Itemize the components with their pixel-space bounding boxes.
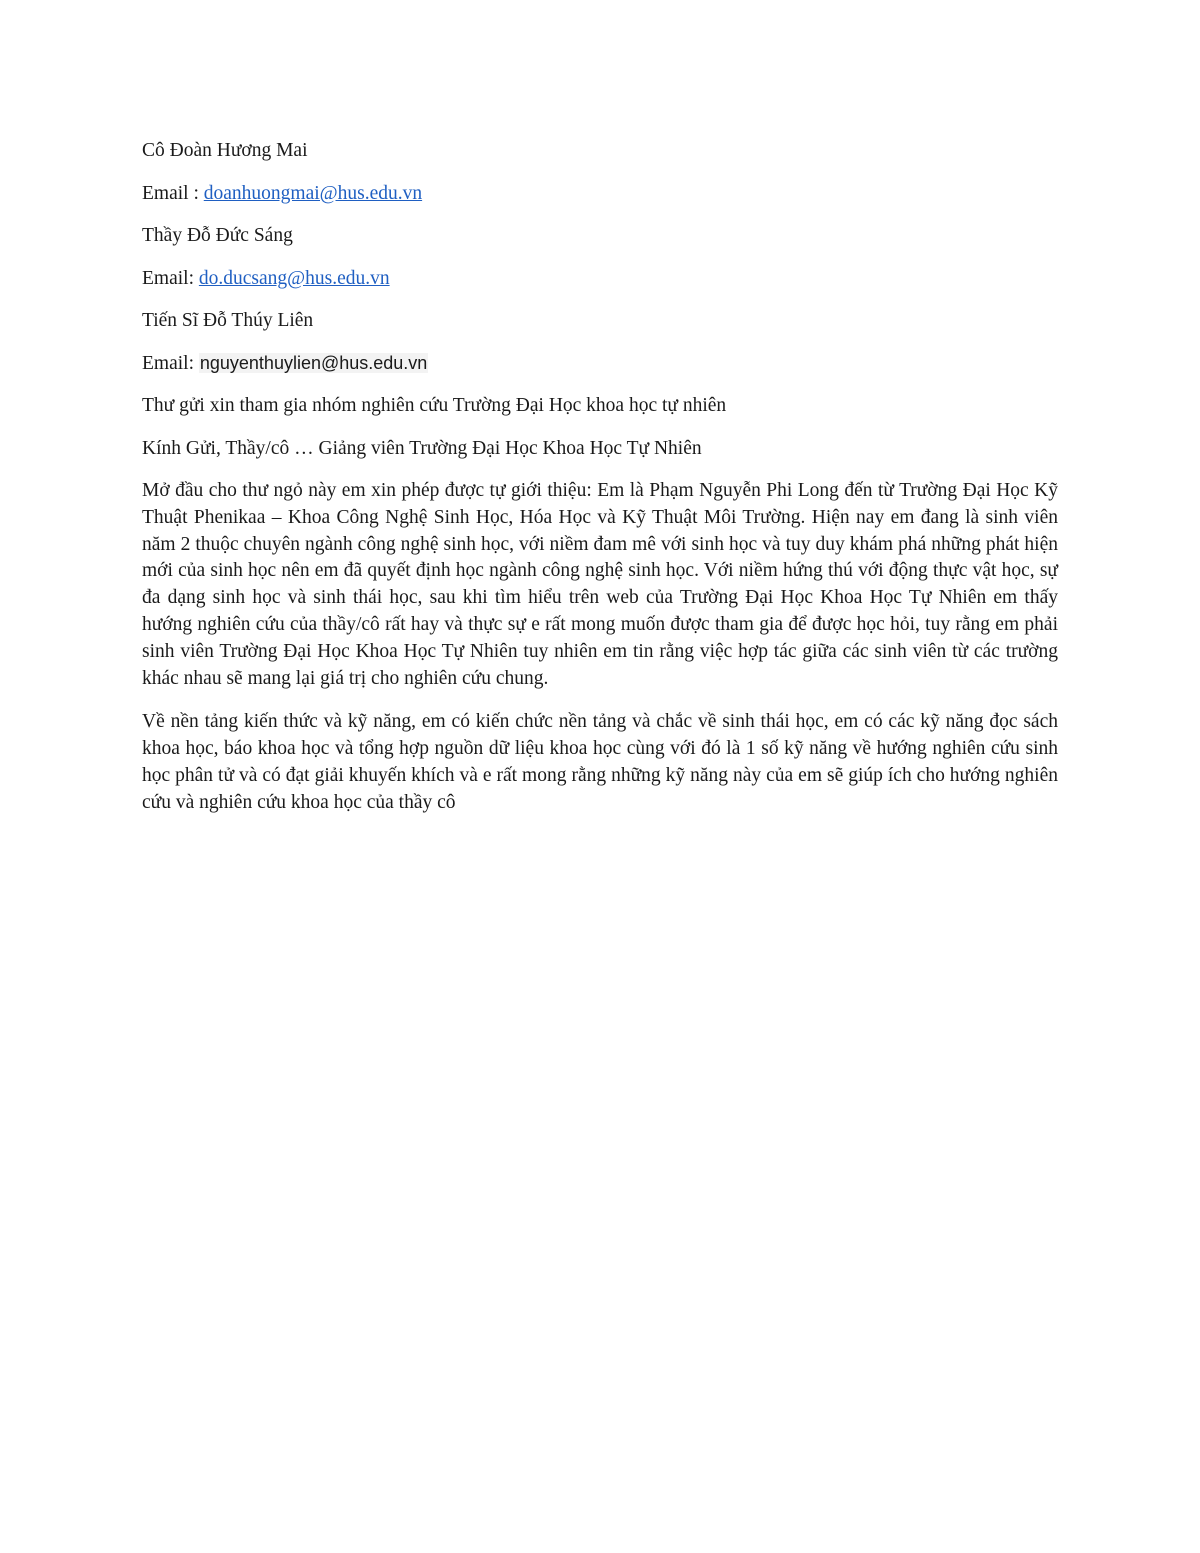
email-label: Email :	[142, 182, 204, 204]
body-paragraph-skills: Về nền tảng kiến thức và kỹ năng, em có kiến chức nền tảng và chắc về sinh thái học, em có các kỹ năng đọc sách khoa học, báo khoa học và tổng hợp nguồn dữ liệu khoa học cùng với đó là 1 số kỹ năng về hướng nghiên cứu sinh học phân tử và có đạt giải khuyến khích và e rất mong rằng những kỹ năng này của em sẽ giúp ích cho hướng nghiên cứu và nghiên cứu khoa học của thầy cô	[142, 711, 1058, 813]
email-label: Email:	[142, 352, 199, 374]
letter-page	[142, 138, 1058, 834]
email-link-ducsang[interactable]: do.ducsang@hus.edu.vn	[198, 267, 390, 289]
letter-greeting: Kính Gửi, Thầy/cô … Giảng viên Trường Đại Học Khoa Học Tự Nhiên	[142, 437, 702, 459]
contact-email-line-3	[142, 351, 1058, 376]
contact-email-line-1	[142, 181, 1058, 206]
contact-name-2: Thầy Đỗ Đức Sáng	[142, 225, 293, 246]
email-link-doanhuongmai[interactable]: doanhuongmai@hus.edu.vn	[203, 182, 423, 204]
body-paragraph-intro: Mở đầu cho thư ngỏ này em xin phép được tự giới thiệu: Em là Phạm Nguyễn Phi Long đến từ Trường Đại Học Kỹ Thuật Phenikaa – Khoa Công Nghệ Sinh Học, Hóa Học và Kỹ Thuật Môi Trường. Hiện nay em đang là sinh viên năm 2 thuộc chuyên ngành công nghệ sinh học, với niềm đam mê với sinh học và tuy duy khám phá những phát hiện mới của sinh học nên em đã quyết định học ngành công nghệ sinh học. Với niềm hứng thú với động thực vật học, sự đa dạng sinh học và sinh thái học, sau khi tìm hiểu trên web của Trường Đại Học Khoa Học Tự Nhiên em thấy hướng nghiên cứu của thầy/cô rất hay và thực sự e rất mong muốn được tham gia để được học hỏi, tuy rằng em phải sinh viên Trường Đại Học Khoa Học Tự Nhiên tuy nhiên em tin rằng việc hợp tác giữa các sinh viên từ các trường khác nhau sẽ mang lại giá trị cho nghiên cứu chung.	[142, 480, 1058, 689]
email-label: Email:	[142, 267, 199, 289]
email-text-thuylien: nguyenthuylien@hus.edu.vn	[199, 352, 428, 373]
contact-email-line-2	[142, 266, 1058, 291]
contact-name-3: Tiến Sĩ Đỗ Thúy Liên	[142, 310, 314, 331]
contact-name-1: Cô Đoàn Hương Mai	[142, 140, 308, 161]
letter-subject: Thư gửi xin tham gia nhóm nghiên cứu Trường Đại Học khoa học tự nhiên	[142, 395, 727, 416]
